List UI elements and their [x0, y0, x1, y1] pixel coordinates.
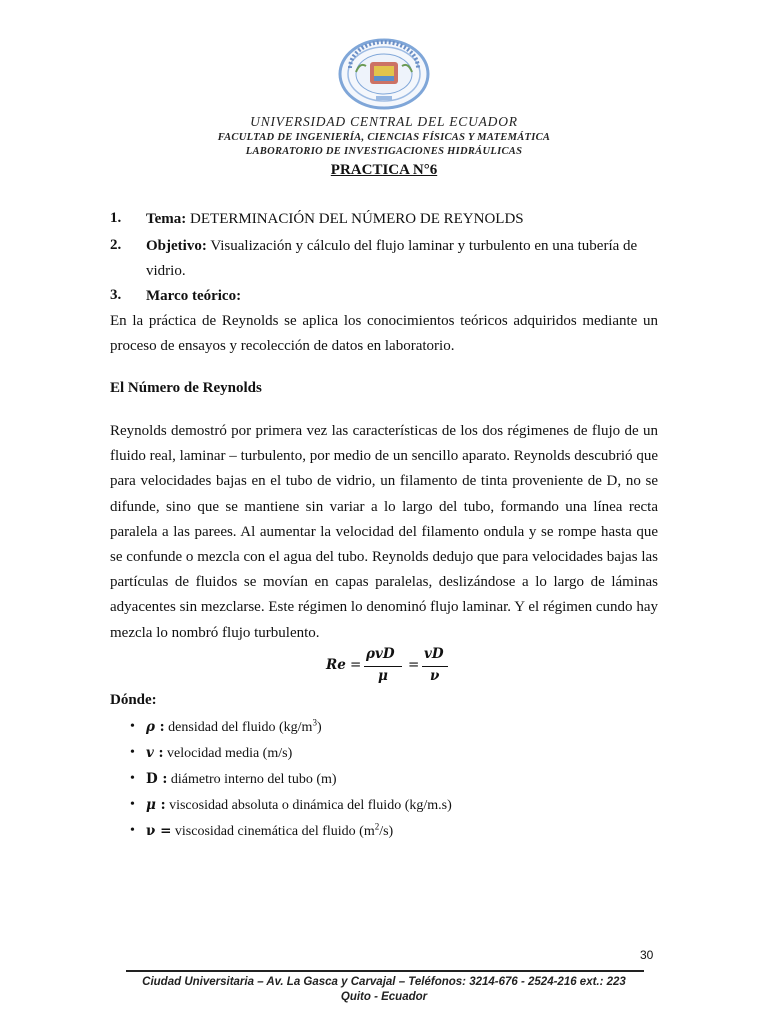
footer-divider — [126, 970, 644, 972]
formula-lhs: Re — [326, 657, 346, 673]
definition-item — [110, 766, 452, 792]
item-objetivo-label: Objetivo: — [146, 238, 207, 254]
definition-separator: = — [155, 823, 172, 839]
bullet-icon: • — [130, 797, 135, 812]
faculty-name: FACULTAD DE INGENIERÍA, CIENCIAS FÍSICAS Y MATEMÁTICA — [217, 132, 551, 143]
bullet-icon: • — [130, 719, 135, 734]
item-tema — [146, 207, 524, 232]
definition-text: diámetro interno del tubo (m) — [167, 772, 337, 787]
definition-symbol: v — [146, 745, 154, 761]
definition-item — [110, 818, 452, 844]
definition-separator: : — [155, 797, 166, 813]
fraction-bar-1 — [364, 666, 402, 667]
fraction-bar-2 — [422, 666, 448, 667]
footer-city: Quito - Ecuador — [340, 991, 428, 1003]
reynolds-formula — [326, 646, 456, 686]
definition-item — [110, 714, 452, 740]
definition-text: viscosidad cinemática del fluido (m — [171, 824, 375, 839]
donde-label: Dónde: — [110, 692, 157, 708]
section-title: El Número de Reynolds — [110, 380, 262, 396]
definition-separator: : — [153, 745, 164, 761]
body-paragraph: Reynolds demostró por primera vez las características de los dos régimenes de flujo de un fluido real, laminar – turbulento, por medio de un sencillo aparato. Reynolds descubrió que para velocidades bajas en el tubo de vidrio, un filamento de tinta proveniente de D, no se difunde, sino que se mantiene sin variar a lo largo del tubo, formando una línea recta paralela a las parees. Al aumentar la velocidad del filamento ondula y se rompe hasta que se confunde o mezcla con el agua del tubo. Reynolds dedujo que para velocidades bajas las partículas de fluidos se movían en capas paralelas, deslizándose a lo largo de láminas adyacentes sin mezclarse. Este régimen lo denominó flujo laminar. Y el régimen cundo hay mezcla lo nombró flujo turbulento. — [110, 423, 658, 641]
item-number-1: 1. — [110, 210, 122, 226]
definition-item — [110, 740, 452, 766]
definition-symbol: μ — [146, 797, 156, 813]
laboratory-name: LABORATORIO DE INVESTIGACIONES HIDRÁULICAS — [245, 146, 523, 157]
university-seal-logo — [336, 38, 432, 110]
item-tema-label: Tema: — [146, 211, 187, 227]
definition-after: ) — [316, 720, 322, 735]
formula-numerator-2: vD — [424, 646, 444, 662]
definition-symbol: D — [146, 771, 158, 787]
item-number-2: 2. — [110, 237, 122, 253]
definition-superscript: 2 — [374, 821, 380, 832]
definition-item — [110, 792, 452, 818]
formula-denominator-2: ν — [430, 668, 440, 684]
definition-symbol: ρ — [146, 719, 155, 735]
intro-paragraph: En la práctica de Reynolds se aplica los conocimientos teóricos adquiridos mediante un proceso de ensayos y recolección de datos en laboratorio. — [110, 313, 658, 355]
page-number: 30 — [640, 948, 654, 962]
definition-separator: : — [157, 771, 168, 787]
item-objetivo-text: Visualización y cálculo del flujo laminar y turbulento en una tubería de — [210, 238, 638, 254]
item-tema-text: DETERMINACIÓN DEL NÚMERO DE REYNOLDS — [190, 211, 524, 227]
formula-equals-1: = — [350, 657, 362, 673]
definition-text: densidad del fluido (kg/m — [164, 720, 313, 735]
definition-separator: : — [154, 719, 165, 735]
definition-symbol: ν — [146, 823, 156, 839]
bullet-icon: • — [130, 823, 135, 838]
definition-superscript: 3 — [312, 717, 317, 728]
practice-title: PRACTICA N°6 — [330, 162, 438, 178]
footer-address: Ciudad Universitaria – Av. La Gasca y Carvajal – Teléfonos: 3214-676 - 2524-216 ext.: 223 — [142, 976, 626, 988]
bullet-icon: • — [130, 745, 135, 760]
formula-numerator-1: ρvD — [366, 646, 395, 662]
item-objetivo — [146, 234, 637, 259]
formula-denominator-1: μ — [378, 668, 388, 684]
definitions-list — [110, 714, 452, 844]
formula-equals-2: = — [408, 657, 420, 673]
item-marco-label: Marco teórico: — [146, 288, 242, 304]
definition-after: /s) — [379, 824, 394, 839]
bullet-icon: • — [130, 771, 135, 786]
item-objetivo-continuation: vidrio. — [146, 263, 186, 279]
definition-text: viscosidad absoluta o dinámica del fluido (kg/m.s) — [165, 798, 452, 813]
university-name: UNIVERSIDAD CENTRAL DEL ECUADOR — [250, 114, 518, 129]
definition-text: velocidad media (m/s) — [163, 746, 293, 761]
item-number-3: 3. — [110, 287, 122, 303]
